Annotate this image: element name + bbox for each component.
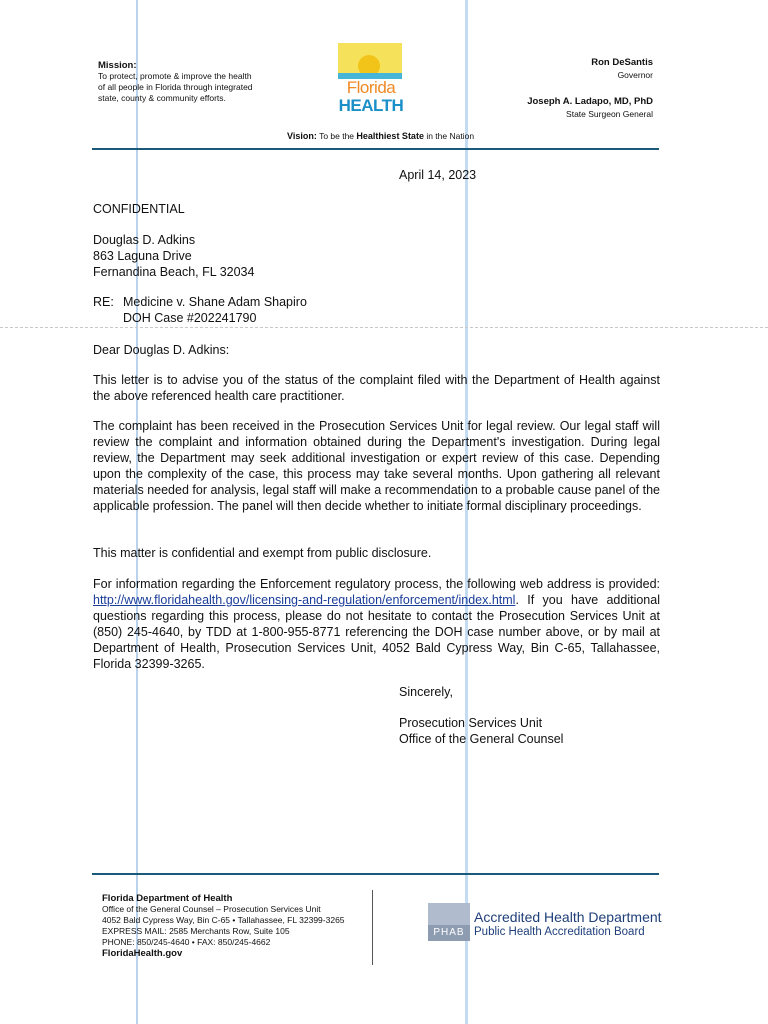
footer-org: Florida Department of Health <box>102 893 233 904</box>
accreditation-text <box>474 910 662 939</box>
mission-statement <box>98 60 298 104</box>
phab-logo-icon <box>428 903 470 941</box>
mission-line: of all people in Florida through integrated <box>98 82 253 92</box>
accreditation-title: Accredited Health Department <box>474 909 662 925</box>
footer-divider <box>92 873 659 875</box>
footer-line: Office of the General Counsel – Prosecution Services Unit <box>102 904 321 914</box>
paragraph-confidential: This matter is confidential and exempt from public disclosure. <box>93 546 432 560</box>
footer-line: PHONE: 850/245-4640 • FAX: 850/245-4662 <box>102 937 271 947</box>
paragraph-contact <box>93 576 660 672</box>
officials-block <box>527 57 653 120</box>
vision-pre: To be the <box>319 131 355 141</box>
salutation: Dear Douglas D. Adkins: <box>93 343 230 357</box>
logo-word-florida: Florida <box>346 78 396 97</box>
vision-post: in the Nation <box>426 131 475 141</box>
logo-word-health: HEALTH <box>338 96 404 115</box>
enforcement-link[interactable]: http://www.floridahealth.gov/licensing-and-regulation/enforcement/index.html <box>93 593 516 607</box>
case-number: DOH Case #202241790 <box>123 311 257 325</box>
surgeon-general-title: State Surgeon General <box>566 109 653 119</box>
governor-name: Ron DeSantis <box>591 57 653 68</box>
mission-line: To protect, promote & improve the health <box>98 71 252 81</box>
vision-label: Vision: <box>287 131 317 141</box>
footer-website: FloridaHealth.gov <box>102 948 183 959</box>
re-subject <box>123 294 307 326</box>
surgeon-general-name: Joseph A. Ladapo, MD, PhD <box>527 96 653 107</box>
footer-contact <box>102 893 352 959</box>
footer-line: 4052 Bald Cypress Way, Bin C-65 • Tallahassee, FL 32399-3265 <box>102 915 345 925</box>
recipient-address <box>93 232 254 280</box>
vision-statement <box>287 131 474 141</box>
contact-text-pre: For information regarding the Enforcement regulatory process, the following web address is provided: <box>93 577 660 591</box>
closing: Sincerely, <box>399 685 453 699</box>
signature-block <box>399 715 563 747</box>
footer-separator <box>372 890 373 965</box>
vision-bold: Healthiest State <box>356 131 424 141</box>
accreditation-board: Public Health Accreditation Board <box>474 926 645 938</box>
mission-line: state, county & community efforts. <box>98 93 226 103</box>
recipient-street: 863 Laguna Drive <box>93 249 192 263</box>
footer-line: EXPRESS MAIL: 2585 Merchants Row, Suite 105 <box>102 926 290 936</box>
recipient-name: Douglas D. Adkins <box>93 233 196 247</box>
mission-label: Mission: <box>98 60 137 71</box>
signature-office: Office of the General Counsel <box>399 732 564 746</box>
confidential-label: CONFIDENTIAL <box>93 202 185 216</box>
recipient-city: Fernandina Beach, FL 32034 <box>93 265 255 279</box>
scan-line-horizontal <box>0 327 768 328</box>
governor-title: Governor <box>617 70 653 80</box>
contact-text-post: . If you have additional questions regarding this process, please do not hesitate to contact the Prosecution Services Unit at (850) 245-4640, by TDD at 1-800-955-8771 referencing the DOH case number above, or by mail at Department of Health, Prosecution Services Unit, 4052 Bald Cypress Way, Bin C-65, Tallahassee, Florida 32399-3265. <box>93 593 660 671</box>
letter-date: April 14, 2023 <box>399 168 477 182</box>
paragraph-review: The complaint has been received in the Prosecution Services Unit for legal review. Our legal staff will review the complaint and information obtained during the Department's investigation. During legal review, the Department may seek additional investigation or expert review of this case. Depending upon the complexity of the case, this process may take several months. Upon gathering all relevant materials needed for analysis, legal staff will make a recommendation to a probable cause panel of the applicable profession. The panel will then decide whether to initiate formal disciplinary proceedings. <box>93 419 660 513</box>
case-title: Medicine v. Shane Adam Shapiro <box>123 295 307 309</box>
signature-unit: Prosecution Services Unit <box>399 716 543 730</box>
florida-health-logo <box>335 43 405 119</box>
re-label: RE: <box>93 295 114 309</box>
letterhead-divider <box>92 148 659 150</box>
paragraph-status: This letter is to advise you of the status of the complaint filed with the Department of Health against the above referenced health care practitioner. <box>93 373 660 403</box>
phab-letters: PHAB <box>433 927 465 938</box>
